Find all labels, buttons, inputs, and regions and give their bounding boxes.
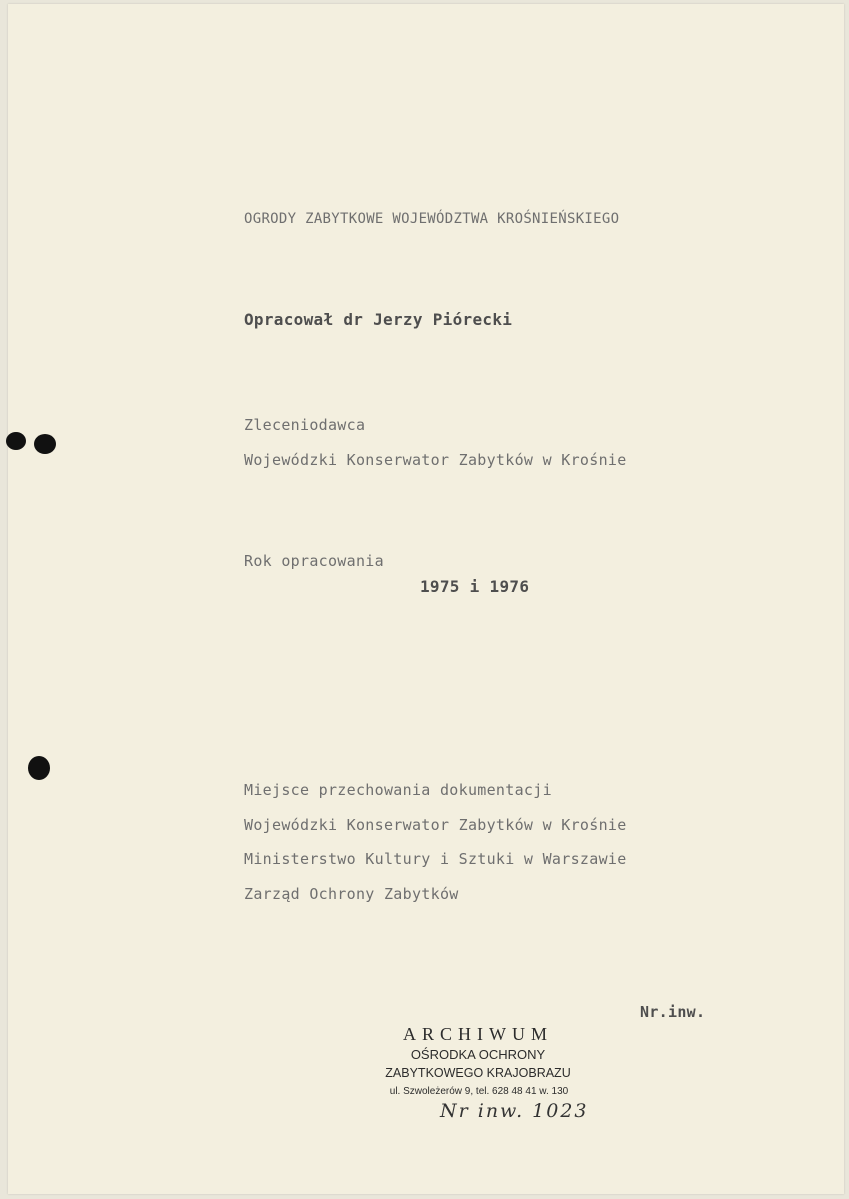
year-label: Rok opracowania [244,552,384,570]
archive-stamp-line: ZABYTKOWEGO KRAJOBRAZU [385,1066,571,1080]
inventory-label: Nr.inw. [640,1003,706,1021]
client-name: Wojewódzki Konserwator Zabytków w Krośnie [244,451,627,469]
storage-line: Zarząd Ochrony Zabytków [244,885,459,903]
storage-line: Wojewódzki Konserwator Zabytków w Krośnie [244,816,627,834]
storage-line: Ministerstwo Kultury i Sztuki w Warszawie [244,850,627,868]
archive-stamp-address: ul. Szwoleżerów 9, tel. 628 48 41 w. 130 [389,1086,569,1097]
author-line: Opracował dr Jerzy Piórecki [244,310,513,329]
year-value: 1975 i 1976 [420,577,530,596]
punch-hole-mark [6,432,26,450]
archive-stamp-line: OŚRODKA OCHRONY [410,1047,546,1062]
storage-label: Miejsce przechowania dokumentacji [244,781,552,799]
punch-hole-mark [34,434,56,454]
client-label: Zleceniodawca [244,416,366,434]
document-page [8,4,844,1194]
punch-hole-mark [28,756,50,780]
archive-stamp-title: ARCHIWUM [403,1024,553,1044]
handwritten-inventory-number: Nr inw. 1023 [440,1100,589,1122]
document-title: OGRODY ZABYTKOWE WOJEWÓDZTWA KROŚNIEŃSKIEGO [244,211,620,227]
